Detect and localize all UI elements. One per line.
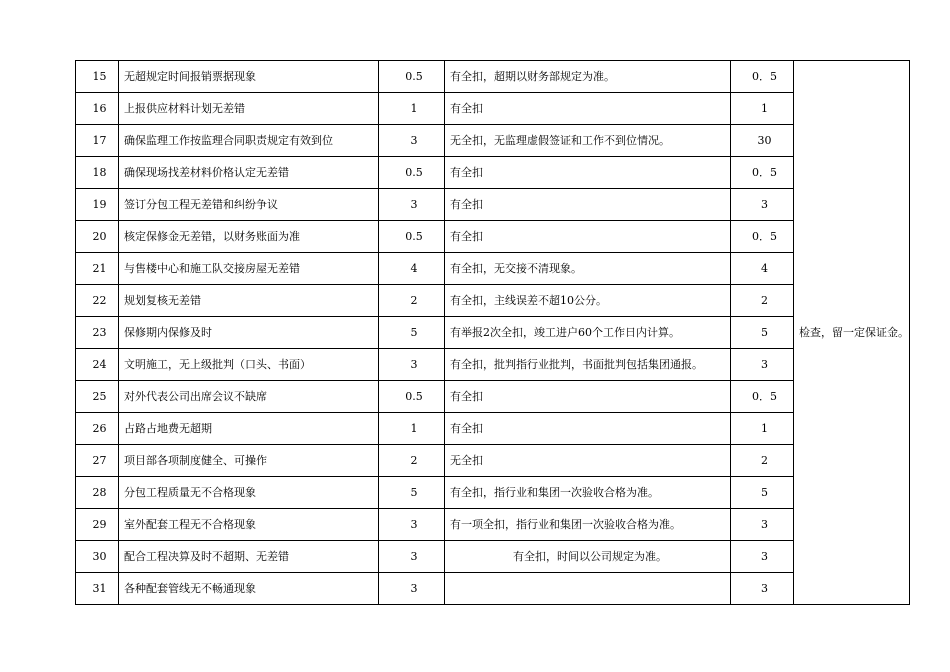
score-cell: 5 [731, 477, 794, 509]
item-cell: 上报供应材料计划无差错 [119, 93, 379, 125]
item-cell: 保修期内保修及时 [119, 317, 379, 349]
weight-cell: 2 [379, 445, 445, 477]
score-cell: 1 [731, 93, 794, 125]
row-number-cell: 16 [76, 93, 119, 125]
item-cell: 签订分包工程无差错和纠纷争议 [119, 189, 379, 221]
item-cell: 项目部各项制度健全、可操作 [119, 445, 379, 477]
table-row [76, 477, 910, 509]
row-number-cell: 23 [76, 317, 119, 349]
score-cell: 3 [731, 349, 794, 381]
row-number-cell: 19 [76, 189, 119, 221]
weight-cell: 3 [379, 573, 445, 605]
item-cell: 规划复核无差错 [119, 285, 379, 317]
table-row [76, 381, 910, 413]
table-row [76, 125, 910, 157]
standard-cell [445, 573, 731, 605]
standard-cell: 有全扣 [445, 157, 731, 189]
standard-cell: 有全扣，无交接不清现象。 [445, 253, 731, 285]
standard-cell: 有全扣 [445, 221, 731, 253]
item-cell: 分包工程质量无不合格现象 [119, 477, 379, 509]
row-number-cell: 30 [76, 541, 119, 573]
row-number-cell: 27 [76, 445, 119, 477]
table-row [76, 253, 910, 285]
row-number-cell: 29 [76, 509, 119, 541]
weight-cell: 3 [379, 541, 445, 573]
table-row [76, 61, 910, 93]
standard-cell: 有全扣，时间以公司规定为准。 [445, 541, 731, 573]
row-number-cell: 22 [76, 285, 119, 317]
row-number-cell: 15 [76, 61, 119, 93]
table-row [76, 189, 910, 221]
score-cell: 0．5 [731, 221, 794, 253]
standard-cell: 有全扣 [445, 381, 731, 413]
table-row [76, 541, 910, 573]
weight-cell: 0.5 [379, 381, 445, 413]
weight-cell: 5 [379, 317, 445, 349]
row-number-cell: 21 [76, 253, 119, 285]
standard-cell: 有全扣，指行业和集团一次验收合格为准。 [445, 477, 731, 509]
assessment-table [75, 60, 910, 605]
score-cell: 0．5 [731, 61, 794, 93]
table-row [76, 221, 910, 253]
remark-cell: 检查，留一定保证金。 [794, 61, 910, 605]
item-cell: 文明施工，无上级批判（口头、书面） [119, 349, 379, 381]
score-cell: 3 [731, 189, 794, 221]
item-cell: 对外代表公司出席会议不缺席 [119, 381, 379, 413]
weight-cell: 3 [379, 349, 445, 381]
standard-cell: 有一项全扣，指行业和集团一次验收合格为准。 [445, 509, 731, 541]
standard-cell: 无全扣 [445, 445, 731, 477]
item-cell: 与售楼中心和施工队交接房屋无差错 [119, 253, 379, 285]
standard-cell: 有全扣 [445, 93, 731, 125]
standard-cell: 有全扣，超期以财务部规定为准。 [445, 61, 731, 93]
weight-cell: 0.5 [379, 157, 445, 189]
score-cell: 4 [731, 253, 794, 285]
weight-cell: 1 [379, 93, 445, 125]
item-cell: 各种配套管线无不畅通现象 [119, 573, 379, 605]
score-cell: 1 [731, 413, 794, 445]
table-row [76, 157, 910, 189]
weight-cell: 3 [379, 509, 445, 541]
standard-cell: 无全扣，无监理虚假签证和工作不到位情况。 [445, 125, 731, 157]
table-row [76, 349, 910, 381]
standard-cell: 有全扣，批判指行业批判，书面批判包括集团通报。 [445, 349, 731, 381]
weight-cell: 3 [379, 189, 445, 221]
row-number-cell: 25 [76, 381, 119, 413]
row-number-cell: 31 [76, 573, 119, 605]
weight-cell: 3 [379, 125, 445, 157]
score-cell: 3 [731, 509, 794, 541]
table-row [76, 445, 910, 477]
item-cell: 配合工程决算及时不超期、无差错 [119, 541, 379, 573]
standard-cell: 有全扣 [445, 189, 731, 221]
row-number-cell: 18 [76, 157, 119, 189]
table-row [76, 573, 910, 605]
standard-cell: 有全扣 [445, 413, 731, 445]
weight-cell: 2 [379, 285, 445, 317]
weight-cell: 0.5 [379, 61, 445, 93]
table-row [76, 317, 910, 349]
score-cell: 3 [731, 573, 794, 605]
item-cell: 核定保修金无差错，以财务账面为准 [119, 221, 379, 253]
table-row [76, 285, 910, 317]
item-cell: 室外配套工程无不合格现象 [119, 509, 379, 541]
score-cell: 2 [731, 285, 794, 317]
weight-cell: 0.5 [379, 221, 445, 253]
weight-cell: 5 [379, 477, 445, 509]
table-row [76, 509, 910, 541]
standard-cell: 有全扣，主线误差不超10公分。 [445, 285, 731, 317]
row-number-cell: 17 [76, 125, 119, 157]
row-number-cell: 26 [76, 413, 119, 445]
score-cell: 30 [731, 125, 794, 157]
score-cell: 0．5 [731, 381, 794, 413]
item-cell: 占路占地费无超期 [119, 413, 379, 445]
row-number-cell: 20 [76, 221, 119, 253]
item-cell: 确保现场找差材料价格认定无差错 [119, 157, 379, 189]
table-row [76, 93, 910, 125]
score-cell: 0．5 [731, 157, 794, 189]
weight-cell: 4 [379, 253, 445, 285]
table-row [76, 413, 910, 445]
row-number-cell: 28 [76, 477, 119, 509]
item-cell: 无超规定时间报销票据现象 [119, 61, 379, 93]
standard-cell: 有举报2次全扣，竣工进户60个工作日内计算。 [445, 317, 731, 349]
score-cell: 2 [731, 445, 794, 477]
assessment-table-body [76, 61, 910, 605]
item-cell: 确保监理工作按监理合同职责规定有效到位 [119, 125, 379, 157]
score-cell: 5 [731, 317, 794, 349]
weight-cell: 1 [379, 413, 445, 445]
row-number-cell: 24 [76, 349, 119, 381]
score-cell: 3 [731, 541, 794, 573]
